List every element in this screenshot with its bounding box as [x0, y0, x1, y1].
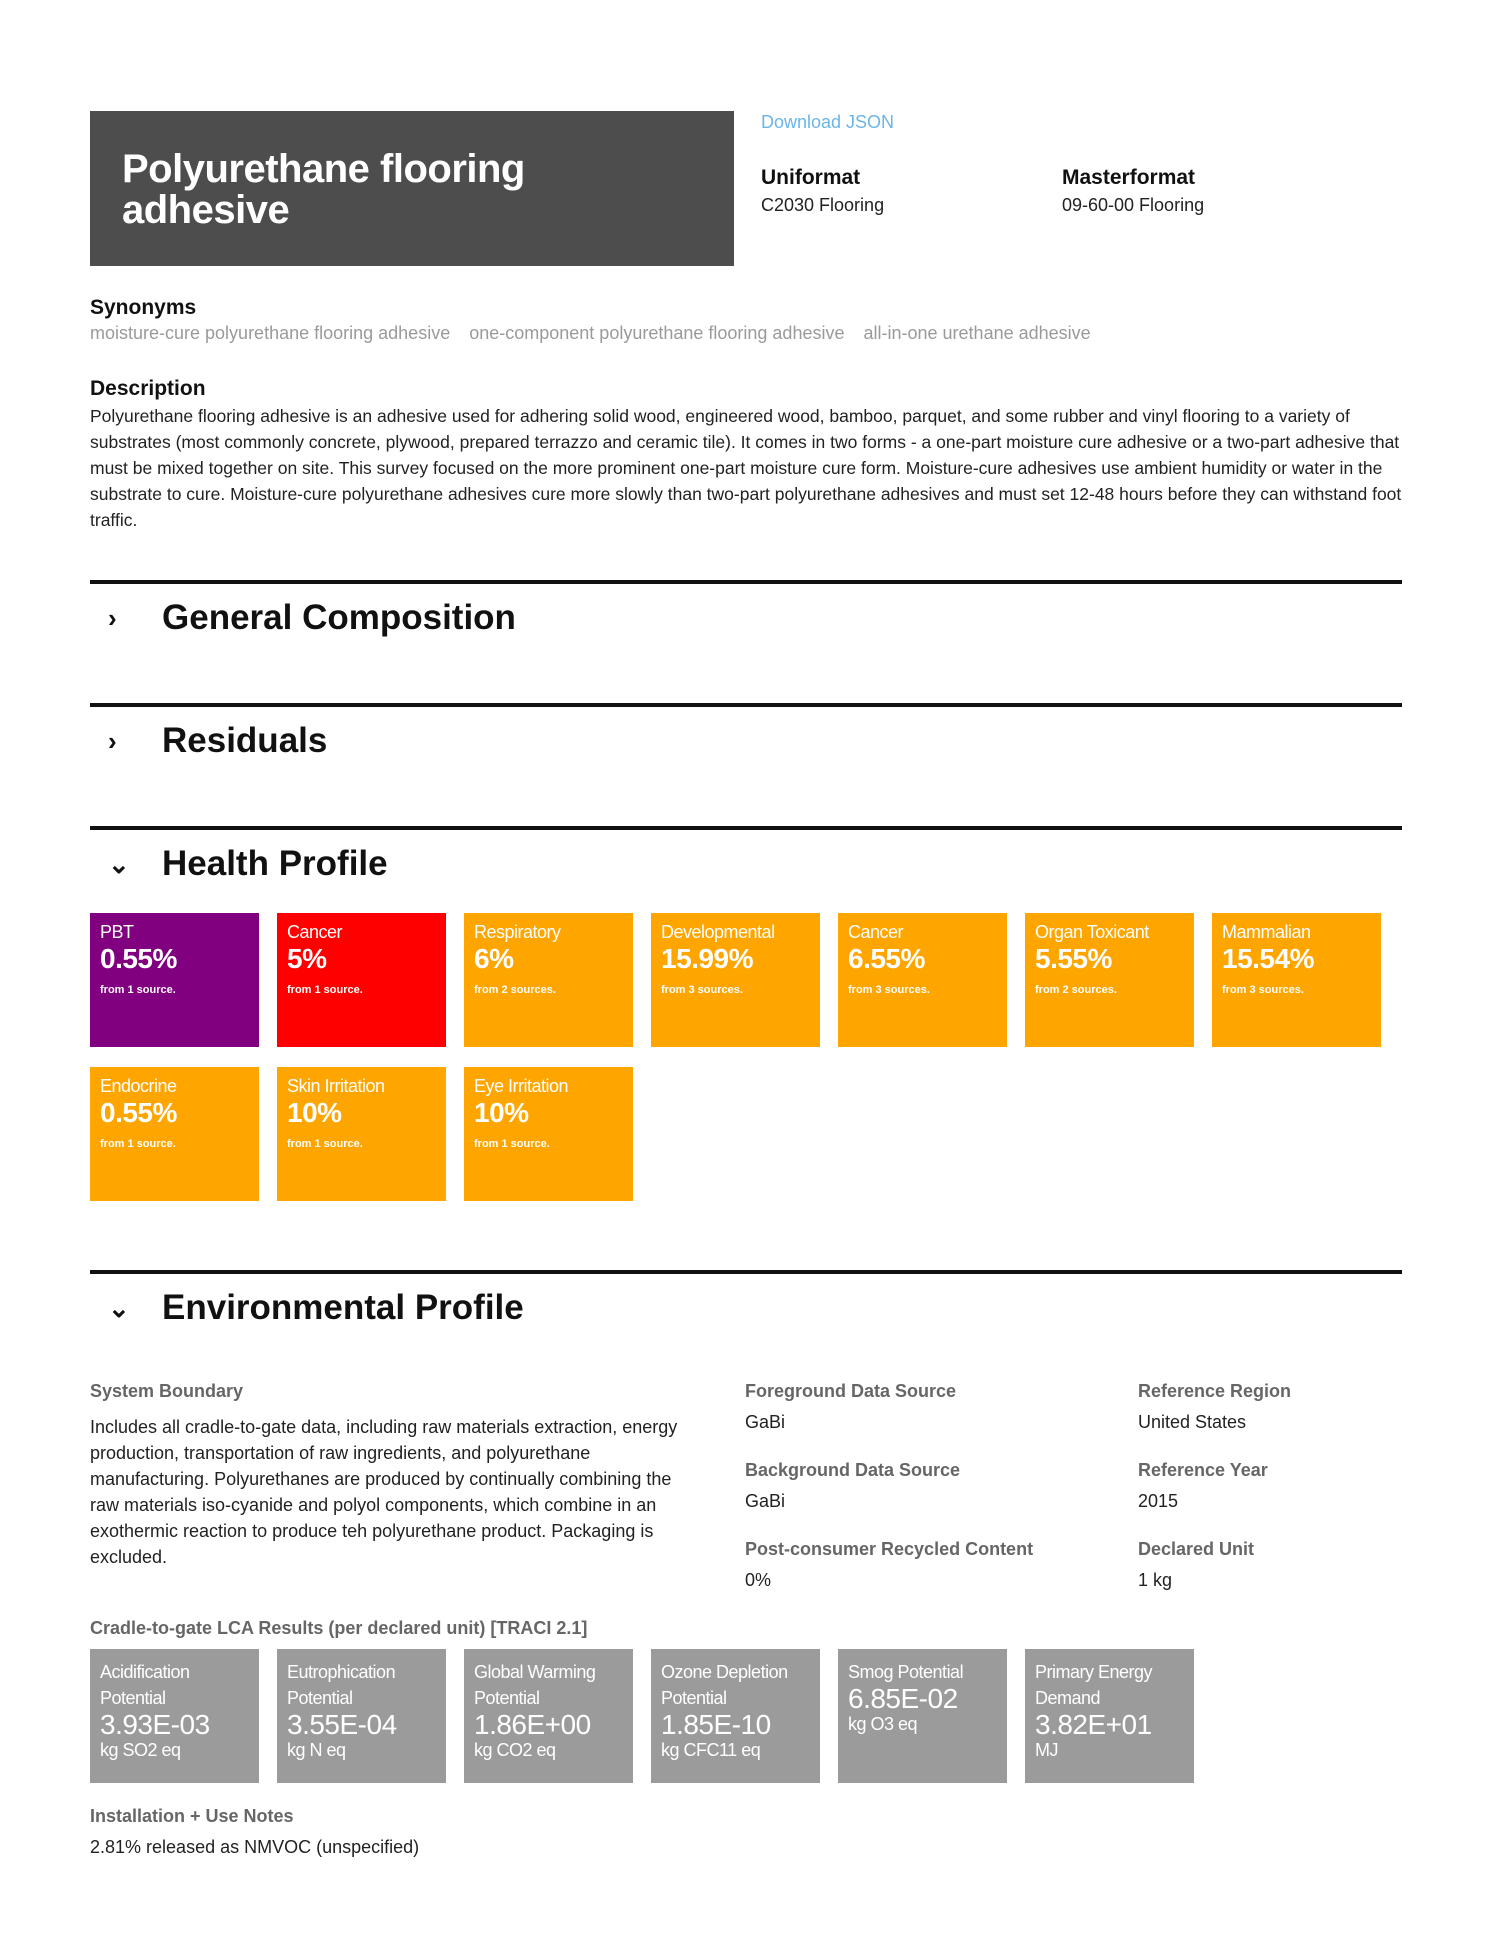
tile-source: from 1 source.	[474, 1138, 550, 1150]
lca-unit: kg CFC11 eq	[661, 1740, 761, 1760]
masterformat-value: 09-60-00 Flooring	[1062, 195, 1205, 215]
lca-tile	[838, 1649, 1007, 1783]
masterformat-label: Masterformat	[1062, 166, 1196, 189]
tile-source: from 2 sources.	[1035, 984, 1117, 996]
health-tile	[1212, 913, 1381, 1047]
section-general-composition[interactable]	[108, 598, 516, 638]
tile-source: from 1 source.	[287, 984, 363, 996]
lca-heading: Cradle-to-gate LCA Results (per declared unit) [TRACI 2.1]	[90, 1618, 588, 1638]
section-title: Residuals	[162, 721, 328, 760]
tile-value: 0.55%	[100, 1097, 177, 1128]
tile-value: 15.99%	[661, 943, 753, 974]
lca-name: Smog Potential	[848, 1662, 964, 1682]
section-divider	[90, 826, 1402, 830]
section-health-profile[interactable]	[108, 844, 388, 884]
health-tile	[464, 1067, 633, 1201]
health-tile	[90, 1067, 259, 1201]
section-residuals[interactable]	[108, 721, 327, 761]
lca-name: Acidification Potential	[100, 1662, 190, 1708]
tile-value: 0.55%	[100, 943, 177, 974]
health-tile	[651, 913, 820, 1047]
health-tile	[90, 913, 259, 1047]
section-divider	[90, 580, 1402, 584]
health-tile	[277, 1067, 446, 1201]
lca-value: 6.85E-02	[848, 1683, 958, 1714]
section-environmental-profile[interactable]	[108, 1288, 524, 1328]
reference-year-value: 2015	[1138, 1491, 1179, 1511]
section-title: General Composition	[162, 598, 516, 637]
lca-tile	[464, 1649, 633, 1783]
declared-unit-label: Declared Unit	[1138, 1539, 1255, 1559]
tile-name: Cancer	[287, 922, 343, 942]
tile-name: PBT	[100, 922, 134, 942]
chevron-down-icon: ⌄	[108, 1292, 130, 1323]
synonyms-label: Synonyms	[90, 296, 197, 319]
recycled-content-value: 0%	[745, 1570, 772, 1590]
install-notes-text: 2.81% released as NMVOC (unspecified)	[90, 1837, 420, 1857]
lca-tile	[277, 1649, 446, 1783]
tile-name: Developmental	[661, 922, 775, 942]
chevron-right-icon: ›	[108, 725, 117, 756]
description-label: Description	[90, 377, 206, 400]
uniformat-label: Uniformat	[761, 166, 861, 189]
health-tile	[464, 913, 633, 1047]
lca-unit: kg O3 eq	[848, 1714, 918, 1734]
tile-name: Mammalian	[1222, 922, 1311, 942]
lca-value: 3.55E-04	[287, 1709, 397, 1740]
declared-unit-value: 1 kg	[1138, 1570, 1173, 1590]
lca-unit: kg SO2 eq	[100, 1740, 181, 1760]
tile-name: Respiratory	[474, 922, 561, 942]
reference-year-label: Reference Year	[1138, 1460, 1268, 1480]
tile-value: 10%	[287, 1097, 342, 1128]
system-boundary-text: Includes all cradle-to-gate data, including raw materials extraction, energy production, transportation of raw ingredients, and polyurethane manufacturing. Polyurethanes are produced by continually combining the raw materials iso-cyanide and polyol components, which combine in an exothermic reaction to produce teh polyurethane product. Packaging is excluded.	[90, 1417, 678, 1567]
health-tile	[1025, 913, 1194, 1047]
lca-tile	[1025, 1649, 1194, 1783]
lca-tile	[651, 1649, 820, 1783]
page-title: Polyurethane flooring adhesive	[122, 147, 525, 232]
tile-value: 10%	[474, 1097, 529, 1128]
tile-name: Skin Irritation	[287, 1076, 385, 1096]
chevron-right-icon: ›	[108, 602, 117, 633]
synonyms-list	[90, 323, 1105, 344]
lca-unit: MJ	[1035, 1740, 1058, 1760]
tile-source: from 3 sources.	[848, 984, 930, 996]
tile-value: 6%	[474, 943, 514, 974]
recycled-content-label: Post-consumer Recycled Content	[745, 1539, 1034, 1559]
tile-name: Cancer	[848, 922, 904, 942]
synonym-item: one-component polyurethane flooring adhesive	[469, 323, 845, 343]
reference-region-value: United States	[1138, 1412, 1247, 1432]
chevron-down-icon: ⌄	[108, 848, 130, 879]
lca-name: Ozone Depletion Potential	[661, 1662, 788, 1708]
lca-tile	[90, 1649, 259, 1783]
tile-source: from 1 source.	[100, 1138, 176, 1150]
tile-value: 6.55%	[848, 943, 925, 974]
lca-value: 1.86E+00	[474, 1709, 591, 1740]
title-block	[90, 111, 734, 266]
tile-source: from 1 source.	[100, 984, 176, 996]
section-title: Health Profile	[162, 844, 388, 883]
foreground-source-label: Foreground Data Source	[745, 1381, 957, 1401]
synonym-item: all-in-one urethane adhesive	[863, 323, 1091, 343]
section-title: Environmental Profile	[162, 1288, 524, 1327]
foreground-source-value: GaBi	[745, 1412, 786, 1432]
reference-region-label: Reference Region	[1138, 1381, 1292, 1401]
section-divider	[90, 703, 1402, 707]
tile-name: Organ Toxicant	[1035, 922, 1149, 942]
lca-name: Global Warming Potential	[474, 1662, 596, 1708]
section-divider	[90, 1270, 1402, 1274]
system-boundary-label: System Boundary	[90, 1381, 244, 1401]
tile-value: 5.55%	[1035, 943, 1112, 974]
lca-value: 3.82E+01	[1035, 1709, 1152, 1740]
tile-source: from 3 sources.	[1222, 984, 1304, 996]
tile-value: 5%	[287, 943, 327, 974]
tile-source: from 2 sources.	[474, 984, 556, 996]
install-notes-label: Installation + Use Notes	[90, 1806, 294, 1826]
tile-value: 15.54%	[1222, 943, 1314, 974]
health-tile	[277, 913, 446, 1047]
health-tile	[838, 913, 1007, 1047]
lca-name: Primary Energy Demand	[1035, 1662, 1153, 1708]
background-source-value: GaBi	[745, 1491, 786, 1511]
tile-name: Eye Irritation	[474, 1076, 569, 1096]
uniformat-value: C2030 Flooring	[761, 195, 885, 215]
lca-name: Eutrophication Potential	[287, 1662, 396, 1708]
lca-value: 1.85E-10	[661, 1709, 771, 1740]
tile-name: Endocrine	[100, 1076, 177, 1096]
lca-value: 3.93E-03	[100, 1709, 210, 1740]
download-json-link[interactable]: Download JSON	[761, 112, 895, 132]
description-text: Polyurethane flooring adhesive is an adhesive used for adhering solid wood, engineered wood, bamboo, parquet, and some rubber and vinyl flooring to a variety of substrates (most commonly concrete, plywood, prepared terrazzo and ceramic tile). It comes in two forms - a one-part moisture cure adhesive or a two-part adhesive that must be mixed together on site. This survey focused on the more prominent one-part moisture cure form. Moisture-cure adhesives use ambient humidity or water in the substrate to cure. Moisture-cure polyurethane adhesives cure more slowly than two-part polyurethane adhesives and must set 12-48 hours before they can withstand foot traffic.	[90, 406, 1402, 530]
tile-source: from 3 sources.	[661, 984, 743, 996]
lca-unit: kg CO2 eq	[474, 1740, 556, 1760]
background-source-label: Background Data Source	[745, 1460, 961, 1480]
synonym-item: moisture-cure polyurethane flooring adhesive	[90, 323, 451, 343]
lca-unit: kg N eq	[287, 1740, 346, 1760]
tile-source: from 1 source.	[287, 1138, 363, 1150]
